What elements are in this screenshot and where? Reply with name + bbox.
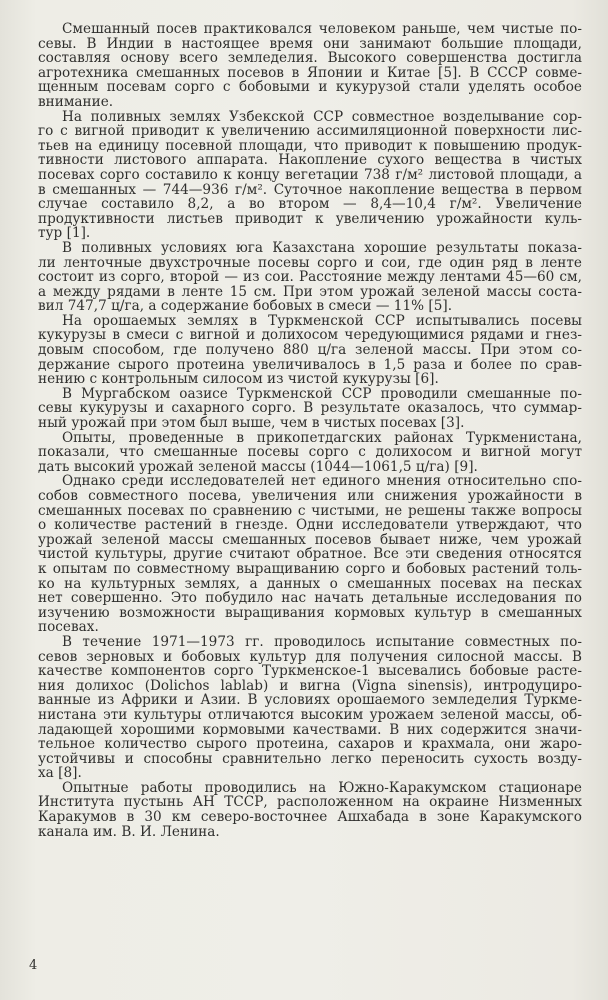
text-line: нистана эти культуры отличаются высоким урожаем зеленой массы, об- — [38, 707, 582, 723]
paragraph — [38, 781, 582, 839]
text-line: В Мургабском оазисе Туркменской ССР проводили смешанные по- — [62, 386, 582, 402]
text-line: На орошаемых землях в Туркменской ССР испытывались посевы — [62, 313, 582, 329]
text-line: тур [1]. — [38, 226, 91, 241]
text-line: довым способом, где получено 880 ц/га зеленой массы. При этом со- — [38, 343, 582, 358]
paragraph — [38, 387, 582, 431]
text-line: Опытные работы проводились на Южно-Каракумском стационаре — [62, 780, 582, 796]
text-line: ный урожай при этом был выше, чем в чистых посевах [3]. — [38, 416, 465, 431]
text-line: нет совершенно. Это побудило нас начать детальные исследования по — [38, 591, 582, 606]
text-line: тельное количество сырого протеина, сахаров и крахмала, они жаро- — [38, 737, 582, 752]
text-line: урожай зеленой массы смешанных посевов бывает ниже, чем урожай — [38, 532, 582, 548]
text-line: Однако среди исследователей нет единого мнения относительно спо- — [62, 474, 582, 489]
text-line: а между рядами в ленте 15 см. При этом урожай зеленой массы соста- — [38, 284, 582, 300]
text-line: ха [8]. — [38, 766, 82, 781]
text-line: в смешанных — 744—936 г/м². Суточное накопление вещества в первом — [38, 182, 582, 198]
text-line: тьев на единицу посевной площади, что приводит к повышению продук- — [38, 138, 582, 154]
paragraph — [38, 474, 582, 635]
text-line: севов зерновых и бобовых культур для получения силосной массы. В — [38, 649, 582, 665]
page-number: 4 — [29, 958, 38, 973]
text-line: Института пустынь АН ТССР, расположенном на окраине Низменных — [38, 795, 582, 811]
text-line: продуктивности листьев приводит к увеличению урожайности куль- — [38, 211, 582, 227]
text-line: держание сырого протеина увеличивалось в 1,5 раза и более по срав- — [38, 357, 582, 373]
text-line: собов совместного посева, увеличения или снижения урожайности в — [38, 489, 582, 504]
text-line: Смешанный посев практиковался человеком раньше, чем чистые по- — [62, 22, 582, 37]
text-line: ванные из Африки и Азии. В условиях орошаемого земледелия Туркме- — [38, 693, 582, 708]
text-line: агротехника смешанных посевов в Японии и Китае [5]. В СССР совме- — [38, 65, 582, 81]
text-line: ко на культурных землях, а данных о смешанных посевах на песках — [38, 576, 582, 592]
text-line: состоит из сорго, второй — из сои. Расстояние между лентами 45—60 см, — [38, 270, 582, 285]
text-line: ния долихос (Dolichos lablab) и вигна (Vigna sinensis), интродуциро- — [38, 678, 582, 694]
text-line: случае составило 8,2, а во втором — 8,4—10,4 г/м². Увеличение — [38, 197, 582, 212]
text-line: о количестве растений в гнезде. Одни исследователи утверждают, что — [38, 518, 582, 533]
text-line: На поливных землях Узбекской ССР совместное возделывание сор- — [62, 109, 582, 125]
text-line: ли ленточные двухстрочные посевы сорго и сои, где один ряд в ленте — [38, 255, 582, 271]
text-line: показали, что смешанные посевы сорго с долихосом и вигной могут — [38, 445, 582, 460]
text-line: изучению возможности выращивания кормовых культур в смешанных — [38, 605, 582, 621]
paragraph — [38, 22, 582, 110]
text-line: дать высокий урожай зеленой массы (1044—1061,5 ц/га) [9]. — [38, 459, 478, 475]
paragraph — [38, 635, 582, 781]
text-line: устойчивы и способны сравнительно легко переносить сухость возду- — [38, 751, 582, 767]
text-line: В течение 1971—1973 гг. проводилось испытание совместных по- — [62, 634, 582, 650]
text-line: составляя основу всего земледелия. Высокого совершенства достигла — [38, 51, 582, 66]
text-line: щенным посевам сорго с бобовыми и кукурузой стали уделять особое — [38, 80, 582, 95]
text-line: кукурузы в смеси с вигной и долихосом чередующимися рядами и гнез- — [38, 328, 582, 344]
text-line: вил 747,7 ц/га, а содержание бобовых в смеси — 11% [5]. — [38, 299, 453, 314]
text-line: севы. В Индии в настоящее время они занимают большие площади, — [38, 36, 582, 52]
paragraph — [38, 314, 582, 387]
text-line: посевах сорго составило к концу вегетации 738 г/м² листовой площади, а — [38, 167, 582, 183]
text-line: В поливных условиях юга Казахстана хорошие результаты показа- — [62, 240, 582, 256]
text-line: Каракумов в 30 км северо-восточнее Ашхабада в зоне Каракумского — [38, 810, 582, 825]
text-line: ладающей хорошими кормовыми качествами. В них содержится значи- — [38, 722, 582, 738]
text-line: го с вигной приводит к увеличению ассимиляционной поверхности лис- — [38, 124, 582, 139]
text-line: нению с контрольным силосом из чистой кукурузы [6]. — [38, 372, 439, 387]
text-line: чистой культуры, другие считают обратное. Все эти сведения относятся — [38, 547, 582, 562]
text-line: смешанных посевах по сравнению с чистыми, не решены также вопросы — [38, 503, 582, 519]
paragraph — [38, 431, 582, 475]
text-line: к опытам по совместному выращиванию сорго и бобовых растений толь- — [38, 561, 582, 577]
paragraph — [38, 241, 582, 314]
document-body — [38, 22, 582, 839]
text-line: посевах. — [38, 620, 99, 635]
paragraph — [38, 110, 582, 241]
text-line: качестве компонентов сорго Туркменское-1 высевались бобовые расте- — [38, 664, 582, 679]
text-line: севы кукурузы и сахарного сорго. В результате оказалось, что суммар- — [38, 401, 582, 417]
text-line: канала им. В. И. Ленина. — [38, 824, 220, 840]
text-line: внимание. — [38, 94, 114, 110]
text-line: Опыты, проведенные в прикопетдагских районах Туркменистана, — [62, 430, 582, 446]
text-line: тивности листового аппарата. Накопление сухого вещества в чистых — [38, 153, 582, 168]
